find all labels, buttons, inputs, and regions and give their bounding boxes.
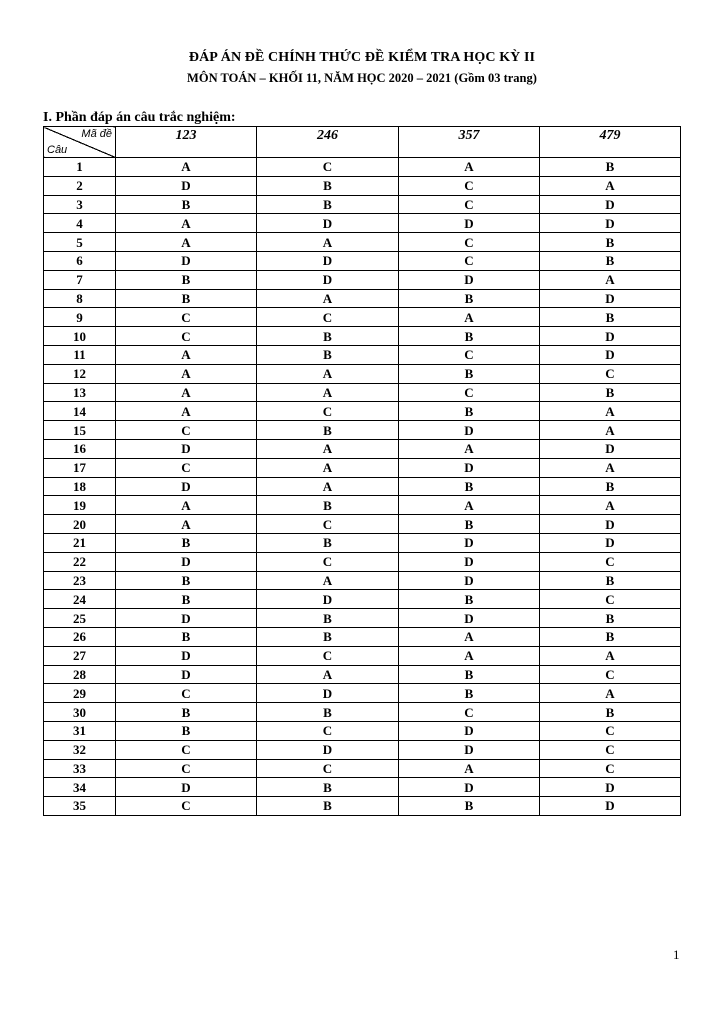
answer-cell: B <box>116 590 257 609</box>
answer-cell: D <box>257 270 399 289</box>
answer-table <box>43 126 681 816</box>
answer-cell: B <box>116 533 257 552</box>
answer-cell: B <box>540 308 681 327</box>
answer-cell: C <box>116 327 257 346</box>
answer-cell: B <box>399 402 540 421</box>
answer-cell: A <box>116 345 257 364</box>
table-row <box>44 721 681 740</box>
answer-cell: D <box>116 646 257 665</box>
answer-cell: C <box>399 703 540 722</box>
answer-cell: B <box>257 345 399 364</box>
answer-cell: B <box>399 364 540 383</box>
answer-cell: B <box>540 609 681 628</box>
answer-cell: D <box>116 552 257 571</box>
section-heading: I. Phần đáp án câu trắc nghiệm: <box>43 110 236 125</box>
question-number-cell: 16 <box>44 439 116 458</box>
answer-cell: D <box>399 270 540 289</box>
answer-cell: B <box>399 327 540 346</box>
answer-cell: B <box>257 195 399 214</box>
table-row <box>44 515 681 534</box>
answer-cell: A <box>257 477 399 496</box>
answer-cell: C <box>257 308 399 327</box>
answer-table-body <box>44 158 681 816</box>
table-row <box>44 684 681 703</box>
table-row <box>44 627 681 646</box>
question-number-cell: 6 <box>44 251 116 270</box>
answer-cell: D <box>116 439 257 458</box>
question-number-cell: 33 <box>44 759 116 778</box>
answer-cell: A <box>257 458 399 477</box>
answer-cell: D <box>540 533 681 552</box>
table-row <box>44 458 681 477</box>
answer-cell: C <box>399 233 540 252</box>
answer-cell: D <box>116 609 257 628</box>
answer-cell: C <box>116 797 257 816</box>
table-row <box>44 233 681 252</box>
answer-cell: D <box>399 571 540 590</box>
answer-cell: C <box>257 402 399 421</box>
answer-cell: A <box>116 158 257 177</box>
table-row <box>44 703 681 722</box>
question-number-cell: 1 <box>44 158 116 177</box>
question-number-cell: 14 <box>44 402 116 421</box>
page-number: 1 <box>673 947 680 962</box>
answer-cell: C <box>257 646 399 665</box>
exam-code-header: 246 <box>257 127 399 158</box>
answer-cell: C <box>257 552 399 571</box>
answer-cell: A <box>257 439 399 458</box>
answer-cell: B <box>257 703 399 722</box>
table-row <box>44 533 681 552</box>
question-number-cell: 12 <box>44 364 116 383</box>
table-row <box>44 797 681 816</box>
answer-cell: A <box>540 496 681 515</box>
answer-cell: D <box>540 345 681 364</box>
answer-cell: B <box>399 665 540 684</box>
answer-cell: B <box>116 195 257 214</box>
answer-cell: B <box>116 270 257 289</box>
table-row <box>44 552 681 571</box>
question-number-cell: 10 <box>44 327 116 346</box>
answer-cell: A <box>257 571 399 590</box>
answer-cell: B <box>540 158 681 177</box>
answer-cell: D <box>399 552 540 571</box>
table-row <box>44 383 681 402</box>
table-row <box>44 214 681 233</box>
answer-cell: D <box>399 421 540 440</box>
answer-cell: D <box>540 195 681 214</box>
answer-cell: A <box>257 233 399 252</box>
exam-code-header: 357 <box>399 127 540 158</box>
answer-cell: B <box>540 383 681 402</box>
question-number-cell: 4 <box>44 214 116 233</box>
answer-cell: A <box>116 496 257 515</box>
table-row <box>44 759 681 778</box>
table-row <box>44 364 681 383</box>
exam-code-header: 123 <box>116 127 257 158</box>
answer-cell: C <box>257 759 399 778</box>
answer-cell: B <box>257 421 399 440</box>
answer-cell: A <box>540 421 681 440</box>
question-number-cell: 13 <box>44 383 116 402</box>
answer-cell: D <box>399 778 540 797</box>
table-row <box>44 421 681 440</box>
answer-cell: B <box>257 627 399 646</box>
answer-cell: A <box>116 383 257 402</box>
answer-cell: D <box>116 665 257 684</box>
question-number-cell: 30 <box>44 703 116 722</box>
answer-cell: D <box>257 251 399 270</box>
answer-cell: D <box>399 609 540 628</box>
question-number-cell: 11 <box>44 345 116 364</box>
question-number-cell: 31 <box>44 721 116 740</box>
question-number-cell: 7 <box>44 270 116 289</box>
answer-cell: A <box>540 646 681 665</box>
answer-cell: D <box>257 684 399 703</box>
question-number-cell: 35 <box>44 797 116 816</box>
answer-cell: C <box>540 552 681 571</box>
answer-cell: D <box>540 439 681 458</box>
answer-cell: A <box>257 289 399 308</box>
table-row <box>44 571 681 590</box>
answer-cell: A <box>116 233 257 252</box>
answer-cell: A <box>540 176 681 195</box>
document-title: ĐÁP ÁN ĐỀ CHÍNH THỨC ĐỀ KIỂM TRA HỌC KỲ II <box>188 50 536 65</box>
question-number-cell: 15 <box>44 421 116 440</box>
answer-cell: C <box>399 176 540 195</box>
answer-cell: A <box>399 439 540 458</box>
answer-cell: A <box>399 496 540 515</box>
answer-cell: B <box>540 233 681 252</box>
question-label: Câu <box>47 144 68 156</box>
question-number-cell: 18 <box>44 477 116 496</box>
answer-cell: A <box>116 402 257 421</box>
table-row <box>44 158 681 177</box>
answer-cell: B <box>399 477 540 496</box>
answer-cell: C <box>540 721 681 740</box>
answer-cell: B <box>399 515 540 534</box>
table-row <box>44 270 681 289</box>
answer-cell: D <box>257 740 399 759</box>
table-row <box>44 402 681 421</box>
table-row <box>44 496 681 515</box>
answer-cell: A <box>116 515 257 534</box>
answer-cell: D <box>399 214 540 233</box>
exam-code-label: Mã đề <box>81 128 112 140</box>
answer-cell: B <box>399 797 540 816</box>
answer-cell: D <box>540 778 681 797</box>
question-number-cell: 27 <box>44 646 116 665</box>
answer-cell: B <box>540 571 681 590</box>
answer-cell: B <box>399 684 540 703</box>
answer-cell: A <box>540 270 681 289</box>
answer-cell: B <box>399 289 540 308</box>
answer-cell: A <box>399 158 540 177</box>
answer-cell: C <box>116 421 257 440</box>
answer-cell: A <box>540 458 681 477</box>
table-row <box>44 439 681 458</box>
question-number-cell: 21 <box>44 533 116 552</box>
answer-cell: B <box>116 721 257 740</box>
table-corner-cell <box>44 127 116 158</box>
answer-cell: D <box>399 458 540 477</box>
answer-cell: D <box>257 590 399 609</box>
answer-cell: A <box>540 402 681 421</box>
question-number-cell: 8 <box>44 289 116 308</box>
answer-cell: A <box>399 646 540 665</box>
answer-cell: B <box>257 533 399 552</box>
answer-cell: B <box>116 571 257 590</box>
table-row <box>44 609 681 628</box>
table-row <box>44 778 681 797</box>
answer-cell: B <box>540 251 681 270</box>
answer-cell: B <box>540 627 681 646</box>
answer-cell: C <box>399 195 540 214</box>
table-row <box>44 345 681 364</box>
answer-cell: C <box>540 740 681 759</box>
answer-cell: B <box>116 703 257 722</box>
answer-cell: C <box>540 759 681 778</box>
question-number-cell: 28 <box>44 665 116 684</box>
answer-cell: C <box>116 759 257 778</box>
answer-cell: D <box>399 740 540 759</box>
question-number-cell: 22 <box>44 552 116 571</box>
answer-cell: D <box>540 327 681 346</box>
table-row <box>44 308 681 327</box>
answer-cell: C <box>399 345 540 364</box>
answer-cell: B <box>257 176 399 195</box>
question-number-cell: 24 <box>44 590 116 609</box>
answer-cell: C <box>116 740 257 759</box>
answer-cell: A <box>257 364 399 383</box>
answer-cell: C <box>116 684 257 703</box>
question-number-cell: 34 <box>44 778 116 797</box>
answer-cell: A <box>399 759 540 778</box>
answer-cell: C <box>399 251 540 270</box>
answer-cell: B <box>257 609 399 628</box>
answer-cell: C <box>116 458 257 477</box>
answer-cell: C <box>540 590 681 609</box>
answer-cell: A <box>257 665 399 684</box>
answer-cell: D <box>116 251 257 270</box>
question-number-cell: 2 <box>44 176 116 195</box>
question-number-cell: 23 <box>44 571 116 590</box>
answer-cell: B <box>257 778 399 797</box>
answer-cell: D <box>116 778 257 797</box>
question-number-cell: 26 <box>44 627 116 646</box>
question-number-cell: 25 <box>44 609 116 628</box>
answer-cell: D <box>540 289 681 308</box>
answer-cell: B <box>257 496 399 515</box>
table-header-row <box>44 127 681 158</box>
exam-code-header: 479 <box>540 127 681 158</box>
answer-cell: B <box>116 627 257 646</box>
answer-cell: A <box>540 684 681 703</box>
answer-cell: B <box>540 703 681 722</box>
answer-cell: D <box>399 721 540 740</box>
answer-cell: C <box>116 308 257 327</box>
answer-cell: C <box>257 721 399 740</box>
table-row <box>44 327 681 346</box>
table-row <box>44 665 681 684</box>
table-row <box>44 251 681 270</box>
answer-cell: B <box>399 590 540 609</box>
question-number-cell: 17 <box>44 458 116 477</box>
question-number-cell: 32 <box>44 740 116 759</box>
answer-cell: A <box>116 214 257 233</box>
answer-cell: B <box>257 327 399 346</box>
answer-cell: D <box>540 515 681 534</box>
answer-cell: A <box>116 364 257 383</box>
answer-cell: A <box>257 383 399 402</box>
answer-cell: C <box>540 665 681 684</box>
table-row <box>44 289 681 308</box>
answer-cell: D <box>116 176 257 195</box>
answer-cell: C <box>257 158 399 177</box>
table-row <box>44 195 681 214</box>
document-subtitle: MÔN TOÁN – KHỐI 11, NĂM HỌC 2020 – 2021 (Gồm 03 trang) <box>187 71 537 85</box>
answer-cell: C <box>399 383 540 402</box>
question-number-cell: 5 <box>44 233 116 252</box>
answer-cell: D <box>116 477 257 496</box>
answer-cell: D <box>257 214 399 233</box>
table-row <box>44 590 681 609</box>
table-row <box>44 477 681 496</box>
question-number-cell: 19 <box>44 496 116 515</box>
answer-cell: B <box>540 477 681 496</box>
answer-cell: B <box>257 797 399 816</box>
answer-cell: D <box>540 797 681 816</box>
answer-cell: B <box>116 289 257 308</box>
answer-cell: A <box>399 308 540 327</box>
table-row <box>44 646 681 665</box>
answer-cell: C <box>540 364 681 383</box>
table-row <box>44 176 681 195</box>
question-number-cell: 29 <box>44 684 116 703</box>
answer-cell: D <box>540 214 681 233</box>
question-number-cell: 9 <box>44 308 116 327</box>
question-number-cell: 3 <box>44 195 116 214</box>
answer-cell: A <box>399 627 540 646</box>
table-row <box>44 740 681 759</box>
answer-cell: C <box>257 515 399 534</box>
question-number-cell: 20 <box>44 515 116 534</box>
answer-cell: D <box>399 533 540 552</box>
